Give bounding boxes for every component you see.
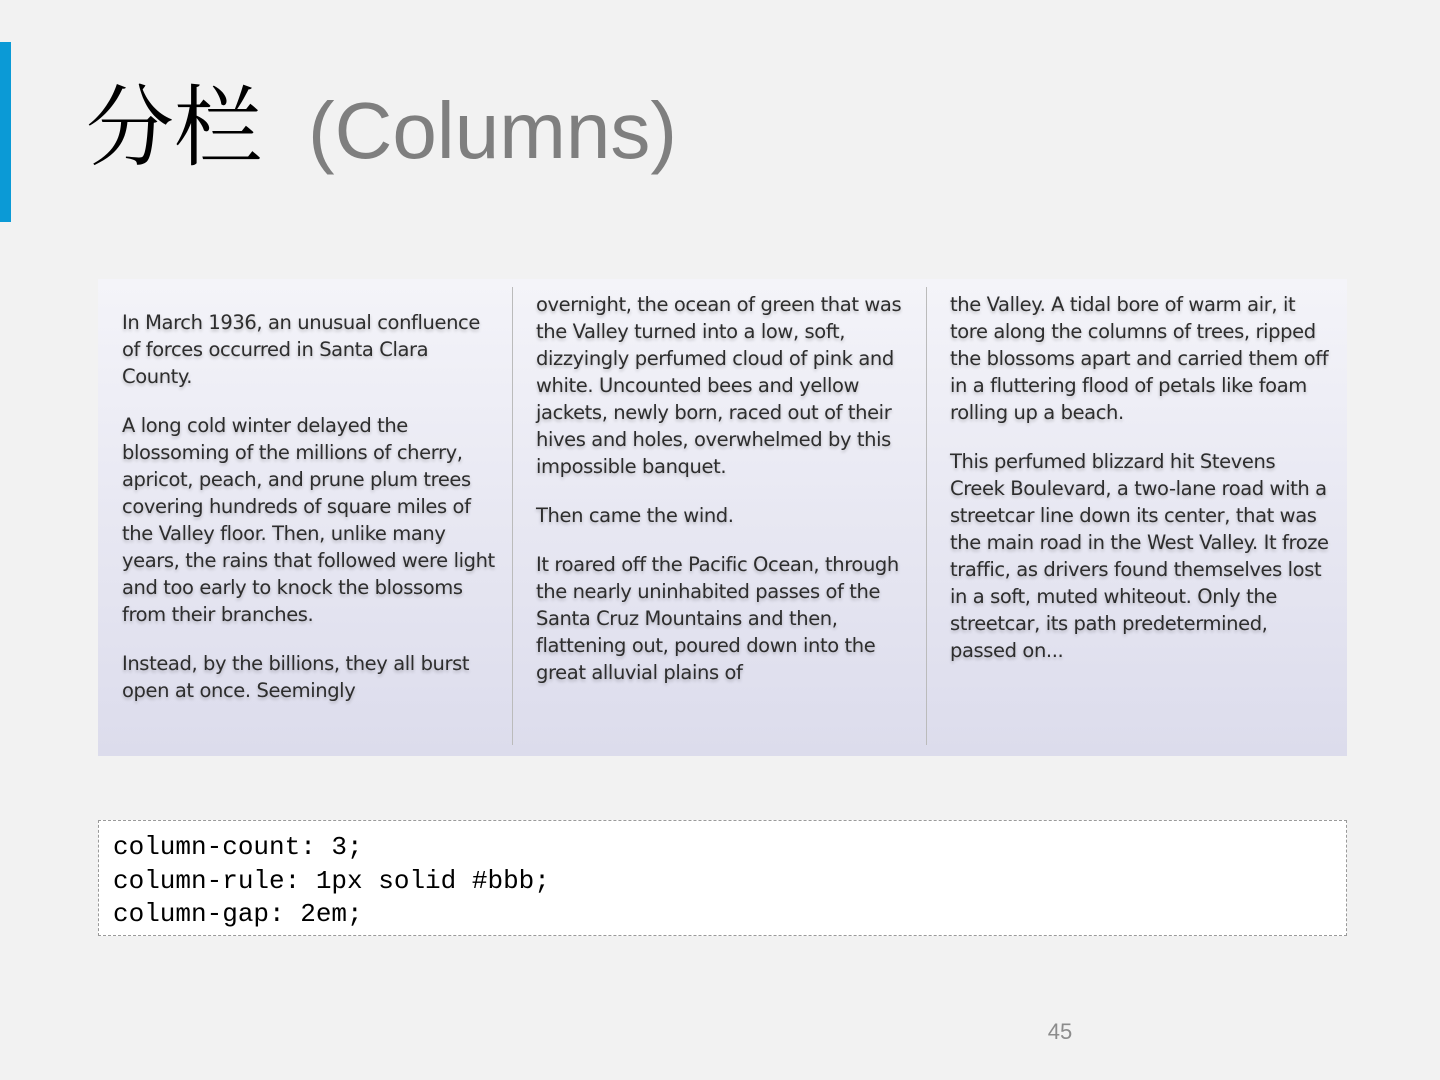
- page-number: 45: [1047, 1019, 1073, 1044]
- accent-bar: [0, 42, 11, 222]
- slide-title: [86, 76, 677, 179]
- paragraph: This perfumed blizzard hit Stevens Creek Boulevard, a two-lane road with a streetcar line down its center, that was the main road in the West Valley. It froze traffic, as drivers found themselves lost in a soft, muted whiteout. Only the streetcar, its path predetermined, passed on...: [950, 450, 1329, 662]
- text-column-3: [950, 291, 1330, 686]
- paragraph: It roared off the Pacific Ocean, through the nearly uninhabited passes of the Santa Cruz Mountains and then, flattening out, poured down into the great alluvial plains of: [536, 553, 899, 684]
- text-column-2: [536, 291, 916, 708]
- code-line: column-count: 3;: [113, 832, 363, 862]
- title-main: 分栏: [86, 76, 263, 179]
- paragraph: the Valley. A tidal bore of warm air, it tore along the columns of trees, ripped the blossoms apart and carried them off in a fluttering flood of petals like foam rolling up a beach.: [950, 293, 1329, 424]
- paragraph: Then came the wind.: [536, 504, 734, 527]
- code-line: column-gap: 2em;: [113, 899, 363, 929]
- column-rule: [926, 287, 927, 745]
- text-column-1: [122, 309, 502, 726]
- paragraph: A long cold winter delayed the blossoming of the millions of cherry, apricot, peach, and prune plum trees covering hundreds of square miles of the Valley floor. Then, unlike many years, the rains that followed were light and too early to knock the blossoms from their branches.: [122, 414, 495, 626]
- code-snippet: [98, 820, 1347, 936]
- paragraph: Instead, by the billions, they all burst open at once. Seemingly: [122, 652, 470, 702]
- paragraph: In March 1936, an unusual confluence of forces occurred in Santa Clara County.: [122, 311, 480, 388]
- columns-demo-image: [98, 279, 1347, 756]
- column-rule: [512, 287, 513, 745]
- paragraph: overnight, the ocean of green that was the Valley turned into a low, soft, dizzyingly perfumed cloud of pink and white. Uncounted bees and yellow jackets, newly born, raced out of their hives and holes, overwhelmed by this impossible banquet.: [536, 293, 902, 478]
- code-line: column-rule: 1px solid #bbb;: [113, 865, 550, 896]
- title-sub: (Columns): [308, 86, 677, 175]
